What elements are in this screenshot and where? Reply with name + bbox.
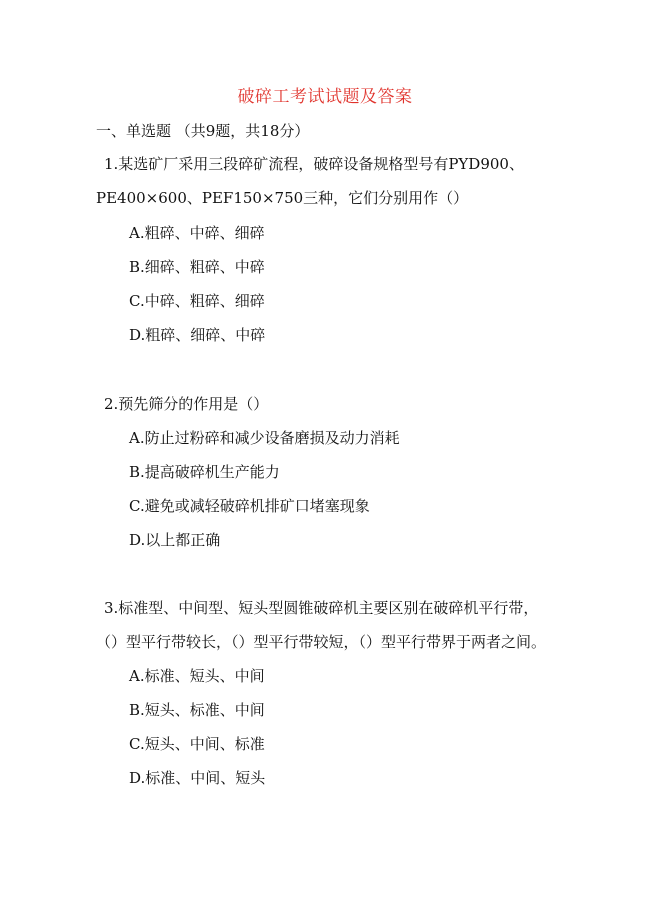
question-3-text-line-2: （）型平行带较长，（）型平行带较短，（）型平行带界于两者之间。 — [96, 633, 547, 651]
question-1-option-c: C.中碎、粗碎、细碎 — [129, 292, 265, 310]
question-2-option-a: A.防止过粉碎和减少设备磨损及动力消耗 — [129, 429, 400, 447]
question-3-text-line-1: 3.标准型、中间型、短头型圆锥破碎机主要区别在破碎机平行带， — [104, 599, 539, 617]
question-1-option-d: D.粗碎、细碎、中碎 — [129, 326, 266, 344]
document-title: 破碎工考试试题及答案 — [237, 87, 413, 107]
question-1-option-b: B.细碎、粗碎、中碎 — [129, 258, 265, 276]
question-3-option-a: A.标准、短头、中间 — [129, 667, 265, 685]
section-heading: 一、单选题 （共9题，共18分） — [96, 122, 310, 140]
question-2-text-line-1: 2.预先筛分的作用是（） — [104, 395, 269, 413]
question-2-option-b: B.提高破碎机生产能力 — [129, 463, 280, 481]
question-1-text-line-1: 1.某选矿厂采用三段碎矿流程，破碎设备规格型号有PYD900、 — [104, 155, 524, 173]
question-1-option-a: A.粗碎、中碎、细碎 — [129, 224, 265, 242]
question-3-option-b: B.短头、标准、中间 — [129, 701, 265, 719]
question-3-option-d: D.标准、中间、短头 — [129, 769, 266, 787]
question-3-option-c: C.短头、中间、标准 — [129, 735, 265, 753]
question-1-text-line-2: PE400×600、PEF150×750三种，它们分别用作（） — [96, 189, 469, 207]
question-2-option-c: C.避免或减轻破碎机排矿口堵塞现象 — [129, 497, 370, 515]
question-2-option-d: D.以上都正确 — [129, 531, 221, 549]
